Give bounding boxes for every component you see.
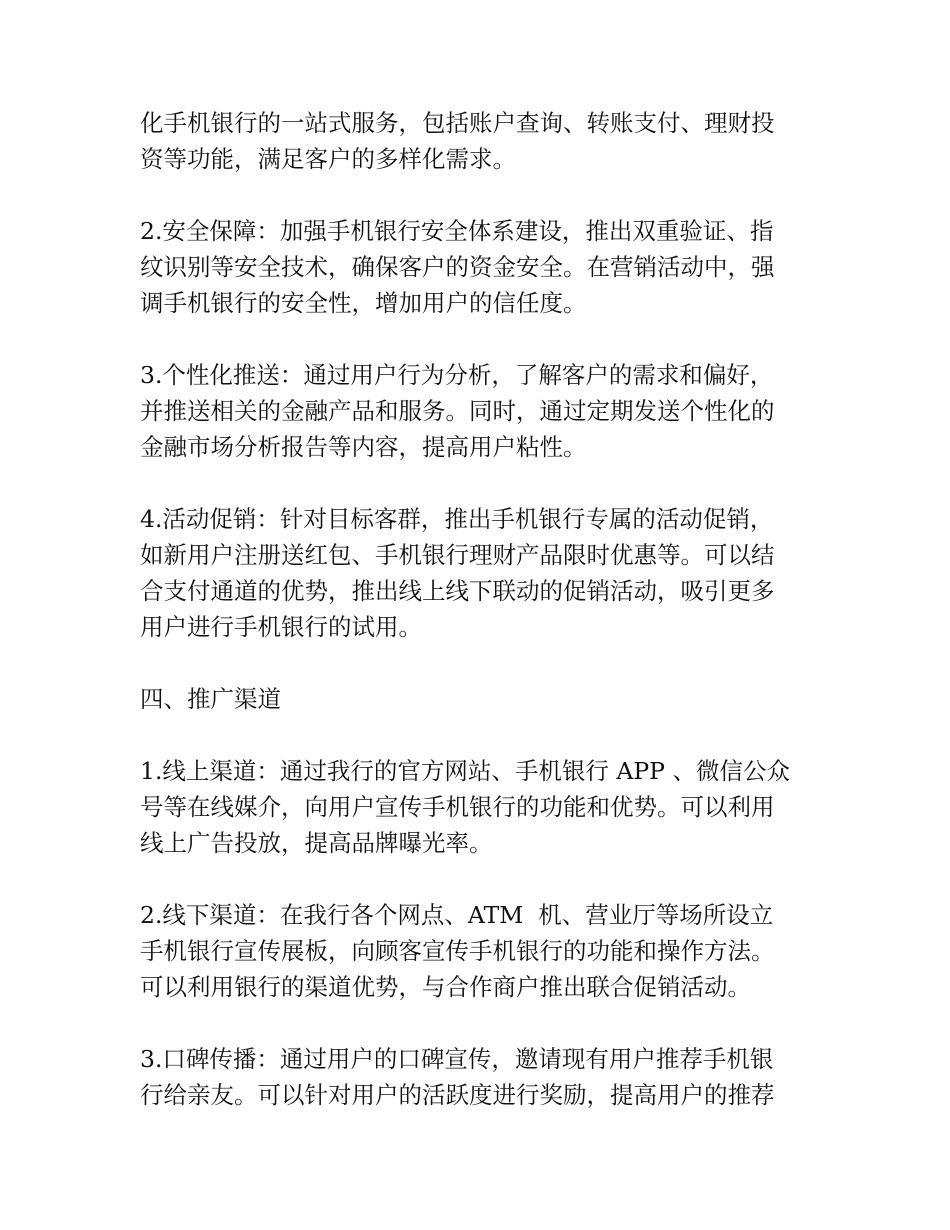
- text-line: 资等功能，满足客户的多样化需求。: [140, 145, 516, 173]
- text-line: 3.个性化推送：通过用户行为分析，了解客户的需求和偏好，: [140, 361, 774, 389]
- text-line: 用户进行手机银行的试用。: [140, 613, 422, 641]
- text-line: 合支付通道的优势，推出线上线下联动的促销活动，吸引更多: [140, 577, 775, 605]
- paragraph-promotion: [140, 501, 820, 645]
- text-line: 2.安全保障：加强手机银行安全体系建设，推出双重验证、指: [140, 217, 774, 245]
- paragraph-online-channel: [140, 753, 820, 861]
- text-line: 可以利用银行的渠道优势，与合作商户推出联合促销活动。: [140, 973, 751, 1001]
- document-page: [140, 105, 820, 1149]
- text-line: 3.口碑传播：通过用户的口碑宣传，邀请现有用户推荐手机银: [140, 1045, 774, 1073]
- text-line: 如新用户注册送红包、手机银行理财产品限时优惠等。可以结: [140, 541, 775, 569]
- text-line: 行给亲友。可以针对用户的活跃度进行奖励，提高用户的推荐: [140, 1081, 775, 1109]
- text-line: 金融市场分析报告等内容，提高用户粘性。: [140, 433, 587, 461]
- text-line: 2.线下渠道：在我行各个网点、ATM 机、营业厅等场所设立: [140, 901, 774, 929]
- text-line: 1.线上渠道：通过我行的官方网站、手机银行 APP 、微信公众: [140, 757, 790, 785]
- text-line: 手机银行宣传展板，向顾客宣传手机银行的功能和操作方法。: [140, 937, 775, 965]
- text-line: 线上广告投放，提高品牌曝光率。: [140, 829, 493, 857]
- section-heading: 四、推广渠道: [140, 685, 281, 713]
- text-line: 化手机银行的一站式服务，包括账户查询、转账支付、理财投: [140, 109, 775, 137]
- section-heading-channels: [140, 681, 820, 717]
- paragraph-personalized-push: [140, 357, 820, 465]
- text-line: 纹识别等安全技术，确保客户的资金安全。在营销活动中，强: [140, 253, 775, 281]
- text-line: 4.活动促销：针对目标客群，推出手机银行专属的活动促销，: [140, 505, 774, 533]
- paragraph-word-of-mouth: [140, 1041, 820, 1113]
- paragraph-intro-continuation: [140, 105, 820, 177]
- paragraph-security: [140, 213, 820, 321]
- text-line: 调手机银行的安全性，增加用户的信任度。: [140, 289, 587, 317]
- paragraph-offline-channel: [140, 897, 820, 1005]
- text-line: 并推送相关的金融产品和服务。同时，通过定期发送个性化的: [140, 397, 775, 425]
- text-line: 号等在线媒介，向用户宣传手机银行的功能和优势。可以利用: [140, 793, 775, 821]
